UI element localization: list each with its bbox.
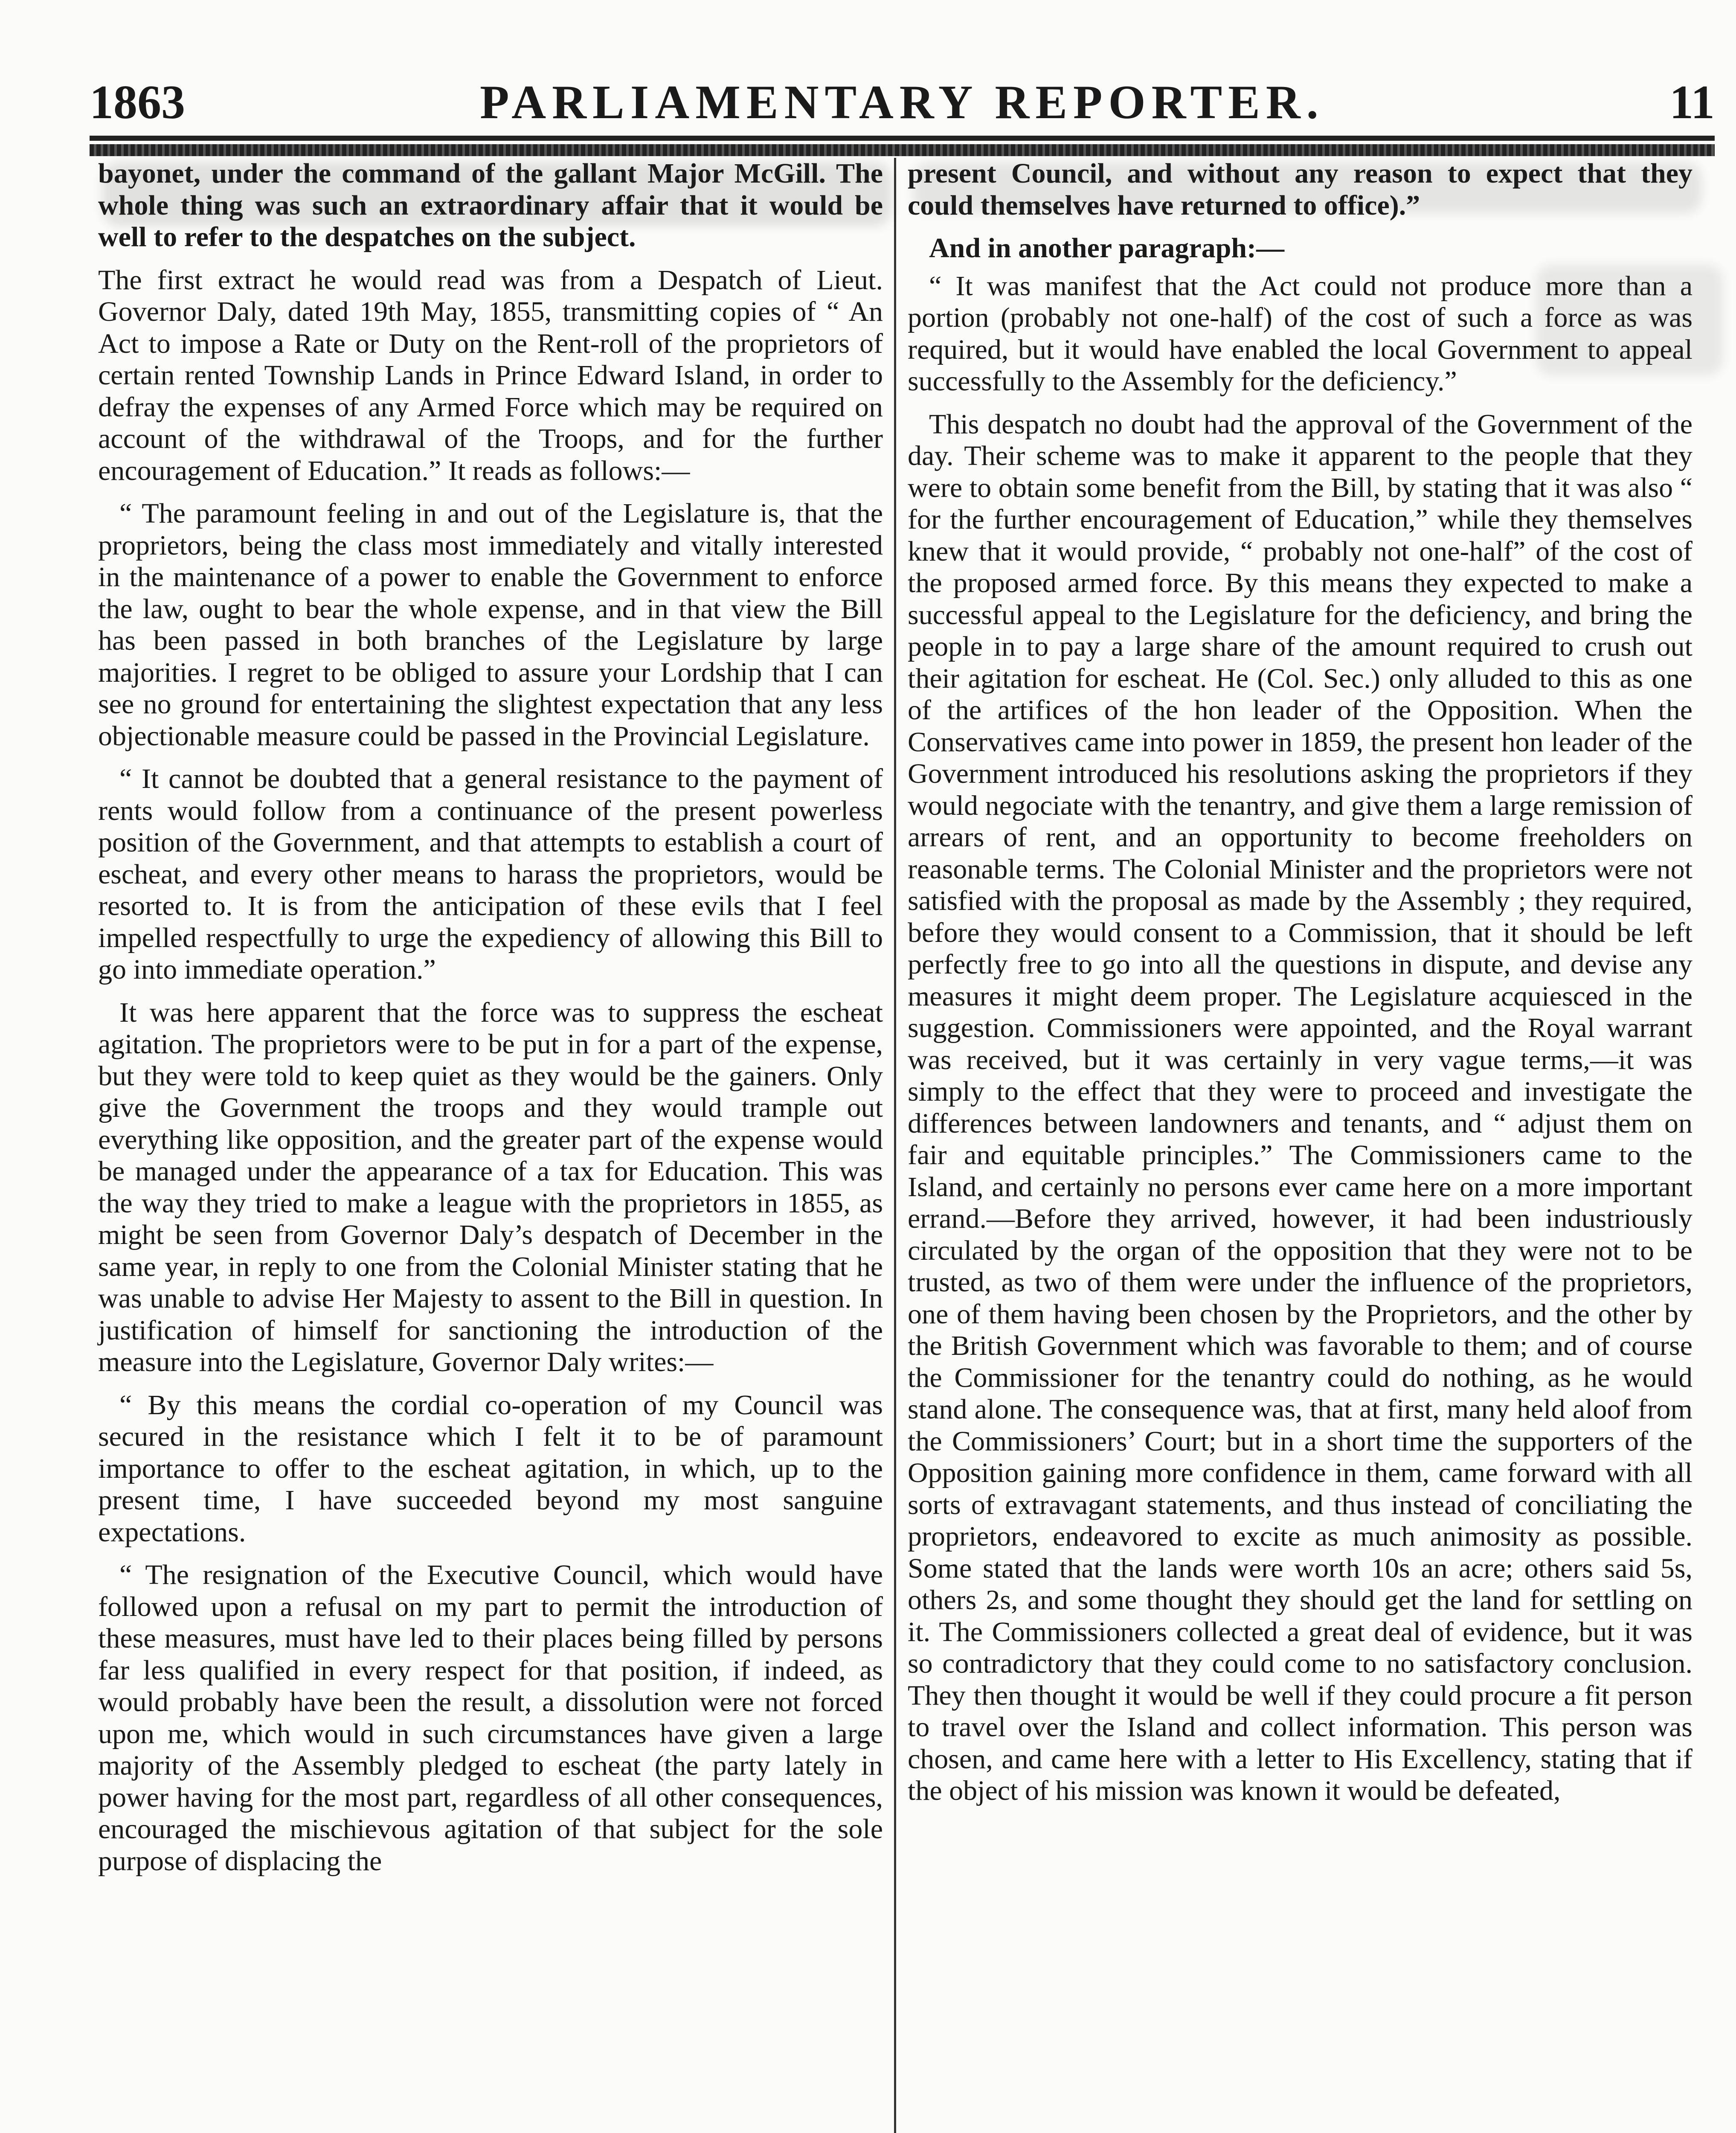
page-header	[90, 73, 1715, 132]
header-rule	[90, 136, 1715, 141]
quoted-paragraph: “ By this means the cordial co-operation of my Council was secured in the resistance which I felt it to be of paramount importance to offer to the escheat agitation, in which, up to the present time, I have succeeded beyond my most sanguine expectations.	[98, 1389, 883, 1548]
paragraph: This despatch no doubt had the approval of the Government of the day. Their scheme was to make it apparent to the people that they were to obtain some benefit from the Bill, by stating that it was also “ for the further encouragement of Education,” while they themselves knew that it would provide, “ probably not one-half” of the cost of the proposed armed force. By this means they expected to make a successful appeal to the Legislature for the deficiency, and bring the people in to pay a large share of the amount required to crush out their agitation for escheat. He (Col. Sec.) only alluded to this as one of the artifices of the hon leader of the Opposition. When the Conservatives came into power in 1859, the present hon leader of the Government introduced his resolutions asking the proprietors if they would negociate with the tenantry, and give them a large remission of arrears of rent, and an opportunity to become freeholders on reasonable terms. The Colonial Minister and the proprietors were not satisfied with the proposal as made by the Assembly ; they required, before they would consent to a Commission, that it should be left perfectly free to go into all the questions in dispute, and devise any measures it might deem proper. The Legislature acquiesced in the suggestion. Commissioners were appointed, and the Royal warrant was received, but it was certainly in very vague terms,—it was simply to the effect that they were to proceed and investigate the differences between landowners and tenants, and “ adjust them on fair and equitable principles.” The Commissioners came to the Island, and certainly no persons ever came here on a more important errand.—Before they arrived, however, it had been industriously circulated by the organ of the opposition that they were not to be trusted, as two of them were under the influence of the proprietors, one of them having been chosen by the Proprietors, and the other by the British Government which was favorable to them; and of course the Commissioner for the tenantry could do nothing, as he would stand alone. The consequence was, that at first, many held aloof from the Commissioners’ Court; but in a short time the supporters of the Opposition gaining more confidence in them, came forward with all sorts of extravagant statements, and thus instead of conciliating the proprietors, endeavored to excite as much animosity as possible. Some stated that the lands were worth 10s an acre; others said 5s, others 2s, and some thought they should get the land for settling on it. The Commissioners collected a great deal of evidence, but it was so contradictory that they could come to no satisfactory conclusion. They then thought it would be well if they could procure a fit person to travel over the Island and collect information. This person was chosen, and came here with a letter to His Excellency, stating that if the object of his mission was known it would be defeated,	[908, 408, 1692, 1806]
paragraph: It was here apparent that the force was to suppress the escheat agitation. The proprietors were to be put in for a part of the expense, but they were told to keep quiet as they would be the gainers. Only give the Government the troops and they would trample out everything like opposition, and the greater part of the expense would be managed under the appearance of a tax for Education. This was the way they tried to make a league with the proprietors in 1855, as might be seen from Governor Daly’s despatch of December in the same year, in reply to one from the Colonial Minister stating that he was unable to advise Her Majesty to assent to the Bill in question. In justification of himself for sanctioning the introduction of the measure into the Legislature, Governor Daly writes:—	[98, 997, 883, 1377]
paragraph: present Council, and without any reason to expect that they could themselves have returned to office).”	[908, 158, 1692, 221]
quoted-paragraph: “ The paramount feeling in and out of the Legislature is, that the proprietors, being the class most immediately and vitally interested in the maintenance of a power to enable the Government to enforce the law, ought to bear the whole expense, and in that view the Bill has been passed in both branches of the Legislature by large majorities. I regret to be obliged to assure your Lordship that I can see no ground for entertaining the slightest expectation that any less objectionable measure could be passed in the Provincial Legislature.	[98, 498, 883, 752]
quoted-paragraph: “ The resignation of the Executive Council, which would have followed upon a refusal on my part to permit the introduction of these measures, must have led to their places being filled by persons far less qualified in every respect for that position, if indeed, as would probably have been the result, a dissolution were not forced upon me, which would in such circumstances have given a large majority of the Assembly pledged to escheat (the party lately in power having for the most part, regardless of all other consequences, encouraged the mischievous agitation of that subject for the sole purpose of displacing the	[98, 1559, 883, 1877]
right-column	[908, 158, 1692, 2133]
header-ornamental-rule	[90, 144, 1715, 156]
left-column	[98, 158, 883, 2133]
column-divider	[894, 158, 896, 2133]
paragraph: bayonet, under the command of the gallant Major McGill. The whole thing was such an extraordinary affair that it would be well to refer to the despatches on the subject.	[98, 158, 883, 253]
header-title: PARLIAMENTARY REPORTER.	[480, 76, 1324, 129]
header-page-number: 11	[1669, 76, 1715, 129]
paragraph: The first extract he would read was from a Despatch of Lieut. Governor Daly, dated 19th May, 1855, transmitting copies of “ An Act to impose a Rate or Duty on the Rent-roll of the proprietors of certain rented Township Lands in Prince Edward Island, in order to defray the expenses of any Armed Force which may be required on account of the withdrawal of the Troops, and for the further encouragement of Education.” It reads as follows:—	[98, 264, 883, 486]
quoted-paragraph: “ It cannot be doubted that a general resistance to the payment of rents would follow from a continuance of the present powerless position of the Government, and that attempts to establish a court of escheat, and every other means to harass the proprietors, would be resorted to. It is from the anticipation of these evils that I feel impelled respectfully to urge the expediency of allowing this Bill to go into immediate operation.”	[98, 763, 883, 985]
header-year: 1863	[90, 76, 185, 129]
section-heading: And in another paragraph:—	[929, 232, 1285, 264]
quoted-paragraph: “ It was manifest that the Act could not produce more than a portion (probably not one-half) of the cost of such a force as was required, but it would have enabled the local Government to appeal successfully to the Assembly for the deficiency.”	[908, 270, 1692, 397]
